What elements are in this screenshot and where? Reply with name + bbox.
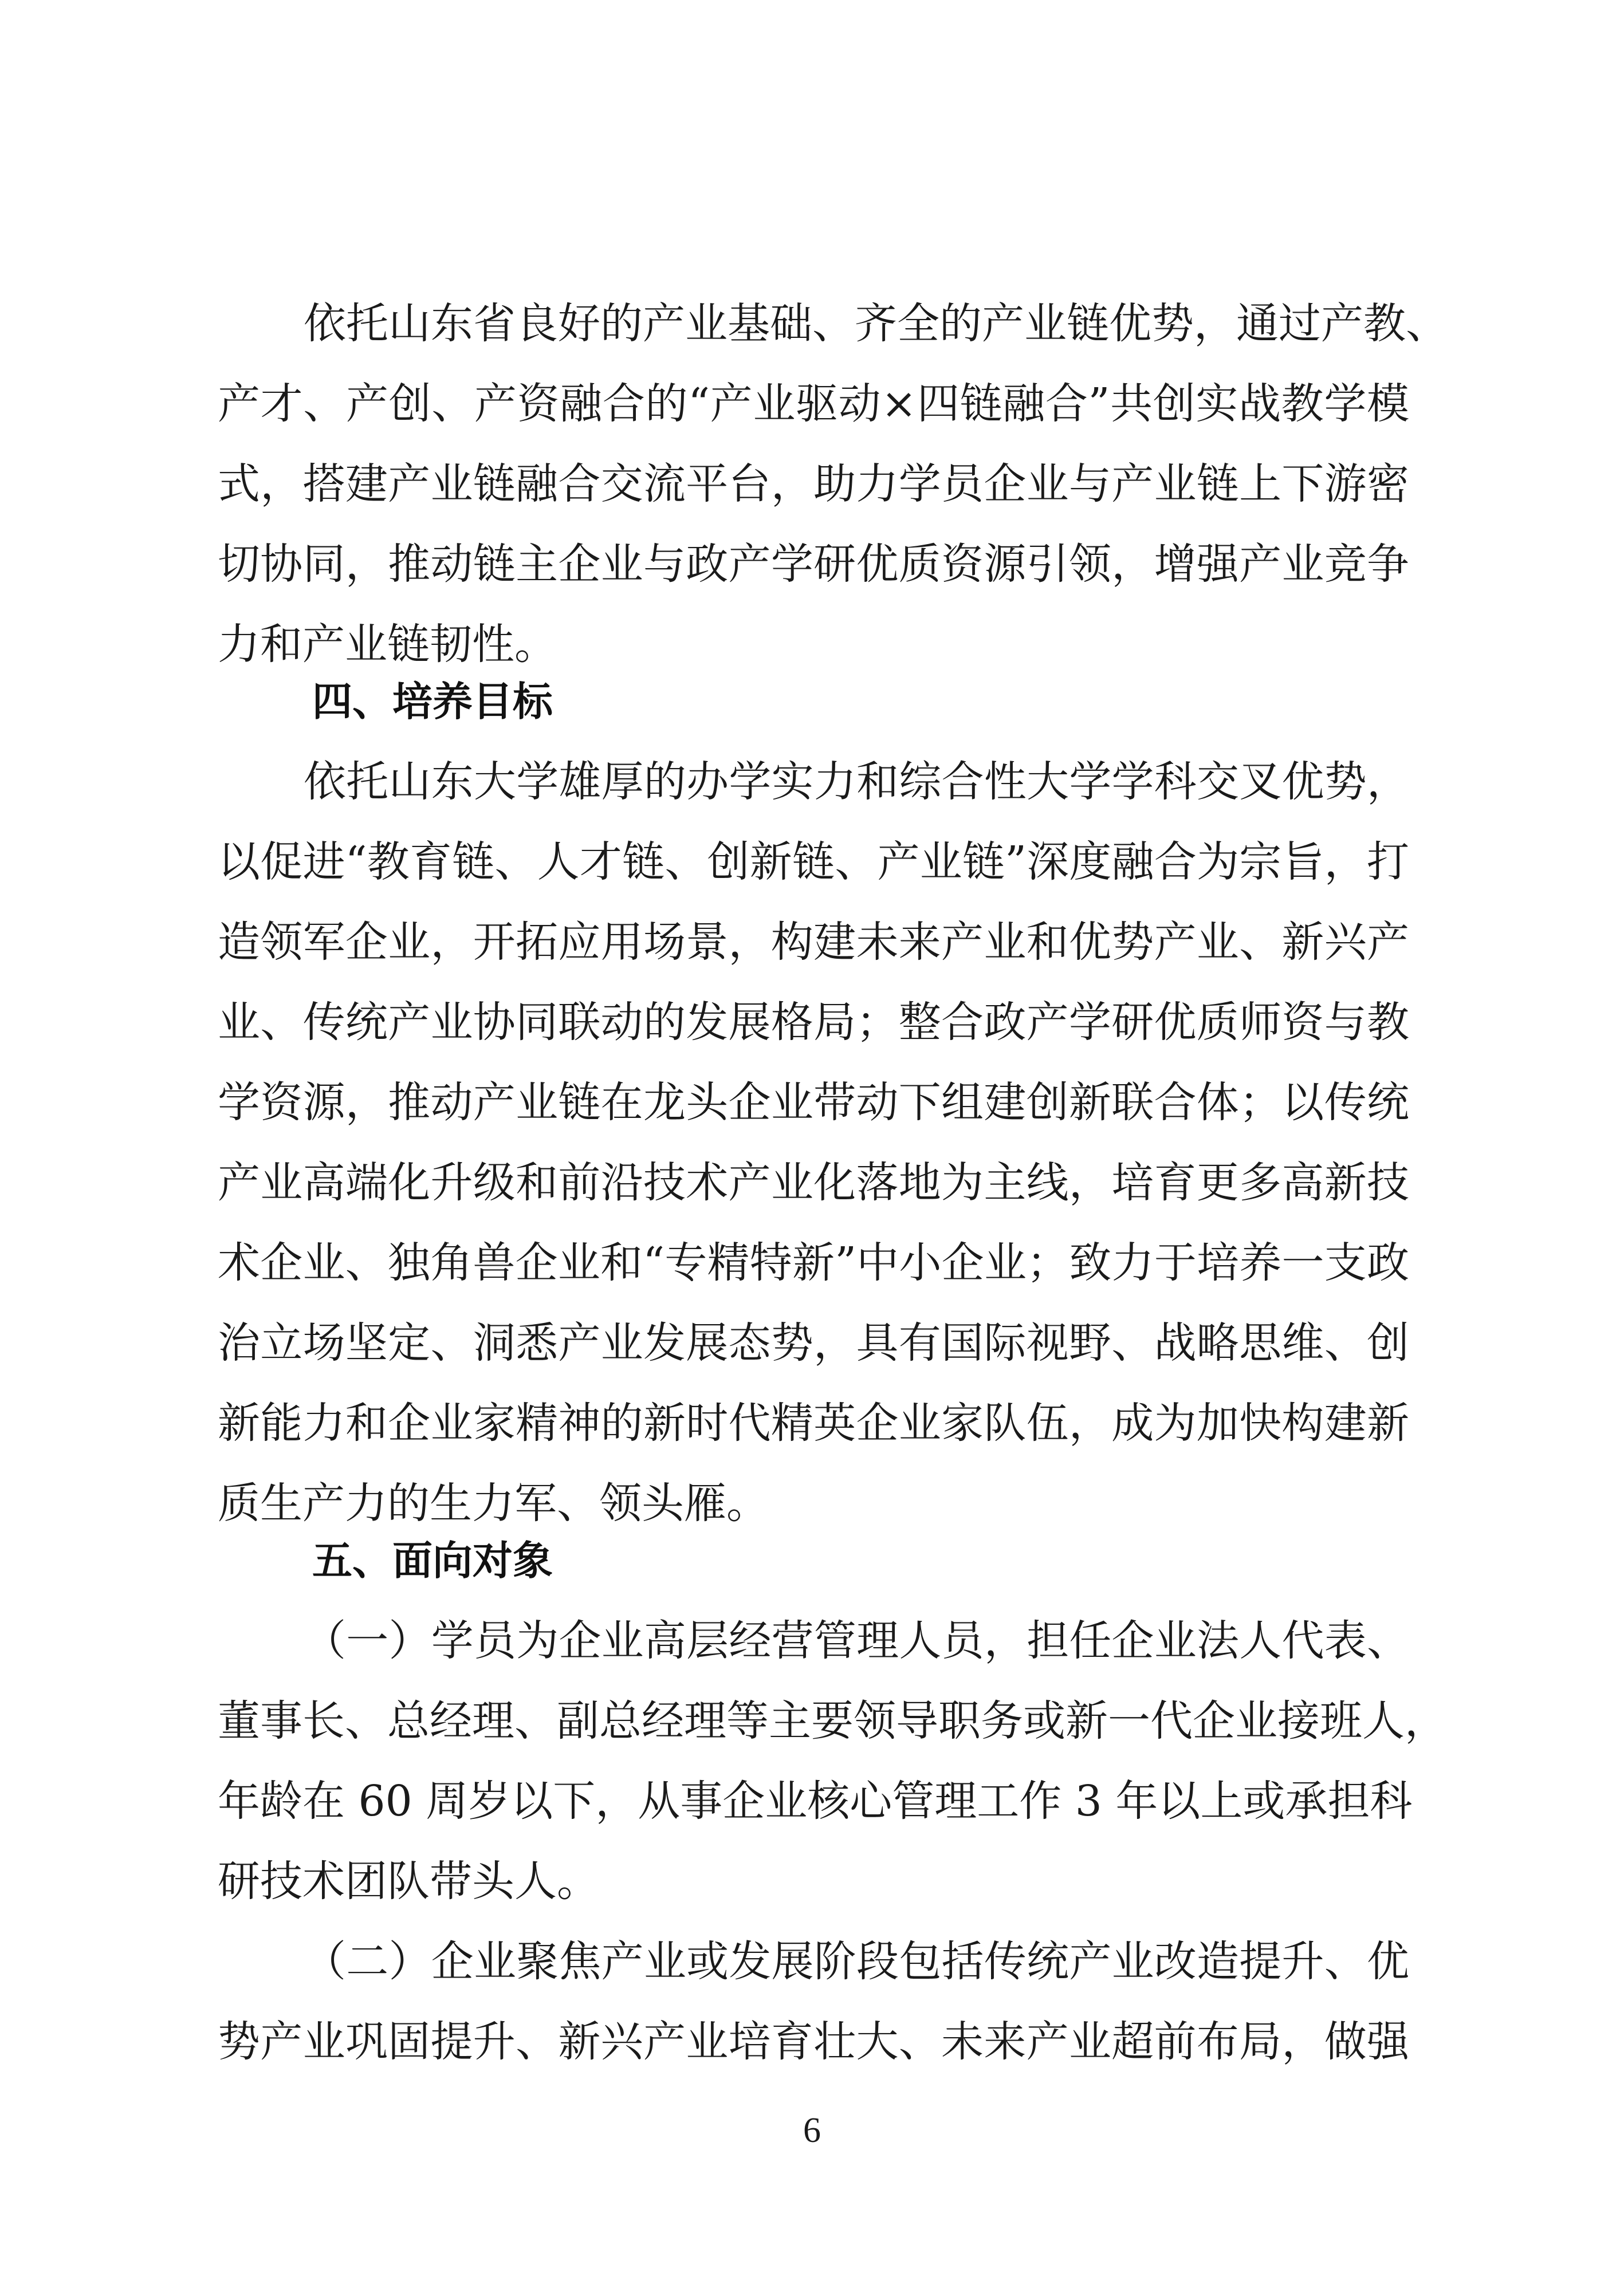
paragraph-line: （一）学员为企业高层经营管理人员，担任企业法人代表、 bbox=[304, 1616, 1409, 1665]
paragraph-line: 研技术团队带头人。 bbox=[218, 1857, 599, 1906]
paragraph-line: 以促进“教育链、人才链、创新链、产业链”深度融合为宗旨，打 bbox=[218, 837, 1409, 887]
paragraph-line: 术企业、独角兽企业和“专精特新”中小企业；致力于培养一支政 bbox=[218, 1238, 1409, 1287]
paragraph-line: 切协同，推动链主企业与政产学研优质资源引领，增强产业竞争 bbox=[218, 539, 1409, 589]
paragraph-line: 业、传统产业协同联动的发展格局；整合政产学研优质师资与教 bbox=[218, 998, 1409, 1047]
paragraph-line: 式，搭建产业链融合交流平台，助力学员企业与产业链上下游密 bbox=[218, 459, 1409, 509]
paragraph-line: 势产业巩固提升、新兴产业培育壮大、未来产业超前布局，做强 bbox=[218, 2017, 1409, 2066]
paragraph-line: 新能力和企业家精神的新时代精英企业家队伍，成为加快构建新 bbox=[218, 1399, 1409, 1448]
paragraph-line: 质生产力的生力军、领头雁。 bbox=[218, 1479, 769, 1528]
section-heading: 四、培养目标 bbox=[312, 678, 553, 725]
paragraph-line: 年龄在 60 周岁以下，从事企业核心管理工作 3 年以上或承担科 bbox=[218, 1777, 1413, 1826]
paragraph-line: 依托山东省良好的产业基础、齐全的产业链优势，通过产教、 bbox=[304, 299, 1448, 348]
paragraph-line: 造领军企业，开拓应用场景，构建未来产业和优势产业、新兴产 bbox=[218, 917, 1409, 967]
paragraph-line: 治立场坚定、洞悉产业发展态势，具有国际视野、战略思维、创 bbox=[218, 1318, 1409, 1368]
paragraph-line: 依托山东大学雄厚的办学实力和综合性大学学科交叉优势， bbox=[304, 757, 1409, 806]
paragraph-line: 产才、产创、产资融合的“产业驱动×四链融合”共创实战教学模 bbox=[218, 379, 1409, 428]
paragraph-line: （二）企业聚焦产业或发展阶段包括传统产业改造提升、优 bbox=[304, 1937, 1409, 1986]
section-heading: 五、面向对象 bbox=[312, 1537, 553, 1584]
page-number: 6 bbox=[803, 2111, 821, 2150]
paragraph-line: 董事长、总经理、副总经理等主要领导职务或新一代企业接班人， bbox=[218, 1696, 1447, 1746]
paragraph-line: 力和产业链韧性。 bbox=[218, 620, 557, 669]
paragraph-line: 产业高端化升级和前沿技术产业化落地为主线，培育更多高新技 bbox=[218, 1158, 1409, 1207]
paragraph-line: 学资源，推动产业链在龙头企业带动下组建创新联合体；以传统 bbox=[218, 1078, 1409, 1127]
